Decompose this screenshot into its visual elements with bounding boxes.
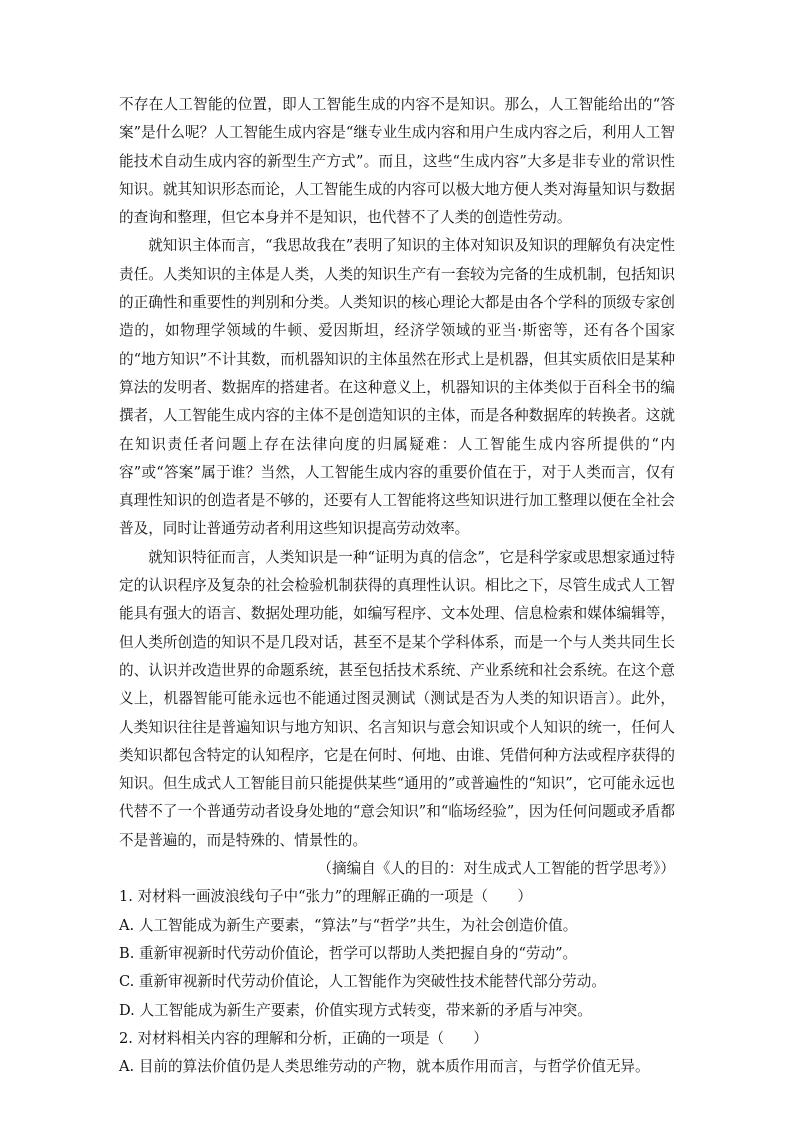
question-stem: 2. 对材料相关内容的理解和分析，正确的一项是（ ）: [119, 1029, 488, 1047]
option-c: C. 重新审视新时代劳动价值论，人工智能作为突破性技术能替代部分劳动。: [119, 973, 606, 991]
option-b: B. 重新审视新时代劳动价值论，哲学可以帮助人类把握自身的“劳动”。: [119, 944, 578, 962]
paragraph-3: 就知识特征而言，人类知识是一种“证明为真的信念”，它是科学家或思想家通过特定的认识程序及复杂的社会检验机制获得的真理性认识。相比之下，尽管生成式人工智能具有强大的语言、数据处理功能，如编写程序、文本处理、信息检索和媒体编辑等，但人类所创造的知识不是几段对话，甚至不是某个学科体系，而是一个与人类共同生长的、认识并改造世界的命题系统，甚至包括技术系统、产业系统和社会系统。在这个意义上，机器智能可能永远也不能通过图灵测试（测试是否为人类的知识语言）。此外，人类知识往往是普遍知识与地方知识、名言知识与意会知识或个人知识的统一，任何人类知识都包含特定的认知程序，它是在何时、何地、由谁、凭借何种方法或程序获得的知识。但生成式人工智能目前只能提供某些“通用的”或普遍性的“知识”，它可能永远也代替不了一个普通劳动者设身处地的“意会知识”和“临场经验”，因为任何问题或矛盾都不是普遍的，而是特殊的、情景性的。: [119, 548, 675, 849]
paragraph-1: 不存在人工智能的位置，即人工智能生成的内容不是知识。那么，人工智能给出的“答案”是什么呢？人工智能生成内容是“继专业生成内容和用户生成内容之后，利用人工智能技术自动生成内容的新型生产方式”。而且，这些“生成内容”大多是非专业的常识性知识。就其知识形态而论，人工智能生成的内容可以极大地方便人类对海量知识与数据的查询和整理，但它本身并不是知识，也代替不了人类的创造性劳动。: [119, 96, 675, 227]
document-body: [119, 91, 675, 1081]
question-2: [119, 1025, 675, 1082]
option-a: A. 目前的算法价值仍是人类思维劳动的产物，就本质作用而言，与哲学价值无异。: [119, 1058, 650, 1076]
option-d: D. 人工智能成为新生产要素，价值实现方式转变，带来新的矛盾与冲突。: [119, 1001, 592, 1019]
question-1: [119, 883, 675, 1024]
question-stem: 1. 对材料一画波浪线句子中“张力”的理解正确的一项是（ ）: [119, 888, 532, 906]
paragraph-2: 就知识主体而言，“我思故我在”表明了知识的主体对知识及知识的理解负有决定性责任。人类知识的主体是人类，人类的知识生产有一套较为完备的生成机制，包括知识的正确性和重要性的判别和分类。人类知识的核心理论大都是由各个学科的顶级专家创造的，如物理学领域的牛顿、爱因斯坦，经济学领域的亚当·斯密等，还有各个国家的“地方知识”不计其数，而机器知识的主体虽然在形式上是机器，但其实质依旧是某种算法的发明者、数据库的搭建者。在这种意义上，机器知识的主体类似于百科全书的编撰者，人工智能生成内容的主体不是创造知识的主体，而是各种数据库的转换者。这就在知识责任者问题上存在法律向度的归属疑难：人工智能生成内容所提供的“内容”或“答案”属于谁？当然，人工智能生成内容的重要价值在于，对于人类而言，仅有真理性知识的创造者是不够的，还要有人工智能将这些知识进行加工整理以便在全社会普及，同时让普通劳动者利用这些知识提高劳动效率。: [119, 237, 675, 538]
source-citation: （摘编自《人的目的：对生成式人工智能的哲学思考》）: [317, 860, 675, 878]
option-a: A. 人工智能成为新生产要素，“算法”与“哲学”共生，为社会创造价值。: [119, 916, 578, 934]
